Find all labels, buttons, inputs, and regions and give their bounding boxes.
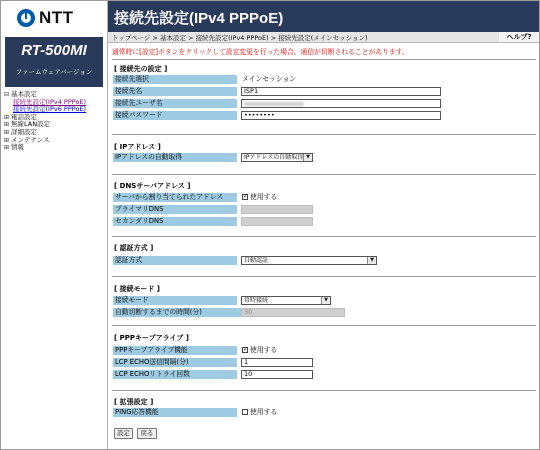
section-title-extended: [ 拡張設定 ] (114, 398, 154, 406)
title-bar (108, 1, 539, 32)
ppp-keepalive-checkbox[interactable] (242, 347, 248, 353)
chevron-down-icon: ▼ (321, 297, 330, 304)
label-connection-name: 接続先名 (113, 87, 237, 96)
dns-assigned-option[interactable]: ✓ 使用する (242, 193, 277, 202)
left-panel (1, 1, 108, 449)
firmware-version-label: ファームウェアバージョン (15, 68, 93, 76)
section-title-dns: [ DNSサーバアドレス ] (114, 182, 191, 190)
nav-item-phone[interactable]: ⊞ 電話設定 (4, 112, 37, 121)
section-divider (112, 174, 536, 175)
nav-item-ipv4-pppoe[interactable]: 接続先設定(IPv4 PPPoE) (13, 97, 87, 106)
expand-icon[interactable]: ⊞ (4, 136, 10, 144)
label-primary-dns: プライマリDNS (113, 205, 237, 214)
chevron-down-icon: ▼ (303, 154, 312, 161)
section-title-connection-mode: [ 接続モード ] (114, 285, 160, 293)
breadcrumb-bar (108, 32, 539, 43)
lcp-retry-input[interactable]: 10 (241, 370, 313, 379)
section-divider (112, 390, 536, 391)
label-lcp-retry: LCP ECHOリトライ回数 (113, 370, 237, 379)
logo-area (1, 1, 107, 37)
nav-item-basic[interactable]: ⊟ 基本設定 (4, 90, 37, 98)
label-dns-assigned: サーバから割り当てられたアドレス (113, 193, 237, 202)
page-title: 接続先設定(IPv4 PPPoE) (114, 10, 284, 27)
nav-item-wlan[interactable]: ⊞ 無線LAN設定 (4, 120, 51, 129)
section-title-ppp-keepalive: [ PPPキープアライブ ] (114, 334, 189, 342)
ping-response-option[interactable]: 使用する (242, 408, 277, 417)
set-button[interactable]: 設定 (114, 428, 133, 439)
label-auth-method: 認証方式 (113, 256, 237, 265)
password-input[interactable]: •••••••• (241, 111, 441, 120)
section-divider (112, 59, 536, 60)
session-select-value: メインセッション (242, 75, 297, 83)
label-connection-mode: 接続モード (113, 296, 237, 305)
help-link[interactable]: ヘルプ? (499, 32, 539, 42)
section-divider (112, 325, 536, 326)
expand-icon[interactable]: ⊞ (4, 121, 10, 129)
label-password: 接続パスワード (113, 111, 237, 120)
model-box (5, 37, 103, 87)
expand-icon[interactable]: ⊞ (4, 144, 10, 152)
nav-item-maintenance[interactable]: ⊞ メンテナンス (4, 135, 50, 144)
secondary-dns-input[interactable] (241, 217, 313, 226)
expand-icon[interactable]: ⊞ (4, 128, 10, 136)
disconnect-timeout-input[interactable]: 30 (241, 308, 345, 317)
ppp-keepalive-option[interactable]: ✓ 使用する (242, 346, 277, 355)
section-title-ip: [ IPアドレス ] (114, 143, 161, 151)
label-username: 接続先ユーザ名 (113, 99, 237, 108)
nav-item-ipv6-pppoe[interactable]: 接続先設定(IPv6 PPPoE) (13, 105, 87, 114)
connection-mode-select[interactable]: 常時接続 ▼ (241, 296, 331, 305)
section-title-auth: [ 認証方式 ] (114, 244, 154, 252)
nav-tree (4, 91, 108, 152)
section-divider (112, 236, 536, 237)
label-ping-response: PING応答機能 (113, 408, 237, 417)
label-session-select: 接続先選択 (113, 75, 237, 84)
label-ip-auto: IPアドレスの自動取得 (113, 153, 237, 162)
ntt-logo-icon (17, 9, 35, 27)
model-name: RT-500MI (21, 42, 87, 59)
username-input[interactable] (241, 99, 441, 108)
chevron-down-icon: ▼ (367, 257, 376, 264)
lcp-interval-input[interactable]: 1 (241, 358, 313, 367)
primary-dns-input[interactable] (241, 205, 313, 214)
nav-item-advanced[interactable]: ⊞ 詳細設定 (4, 127, 37, 136)
label-secondary-dns: セカンダリDNS (113, 217, 237, 226)
nav-item-info[interactable]: ⊞ 情報 (4, 143, 24, 152)
ip-auto-select[interactable]: IPアドレスの自動取得 ▼ (241, 153, 313, 162)
redacted-username (244, 102, 304, 106)
auth-method-select[interactable]: 自動認証 ▼ (241, 256, 377, 265)
connection-name-input[interactable]: ISP1 (241, 87, 441, 96)
label-lcp-interval: LCP ECHO送信間隔(分) (113, 358, 237, 367)
section-title-connection: [ 接続先の設定 ] (114, 65, 168, 73)
label-ppp-keepalive: PPPキープアライブ機能 (113, 346, 237, 355)
section-divider (112, 134, 536, 135)
logo-text: NTT (39, 8, 74, 27)
label-disconnect-timeout: 自動切断するまでの時間(分) (113, 308, 241, 317)
expand-icon[interactable]: ⊞ (4, 113, 10, 121)
warning-notice: 通常時に[設定]ボタンをクリックして設定変更を行った場合、通信が切断されることがあります。 (112, 48, 409, 56)
section-divider (112, 276, 536, 277)
dns-assigned-checkbox[interactable] (242, 194, 248, 200)
collapse-icon[interactable]: ⊟ (4, 91, 10, 98)
breadcrumb: トップページ > 基本設定 > 接続先設定(IPv4 PPPoE) > 接続先設定(メインセッション) (112, 34, 368, 42)
ping-response-checkbox[interactable] (242, 409, 248, 415)
back-button[interactable]: 戻る (137, 428, 157, 439)
